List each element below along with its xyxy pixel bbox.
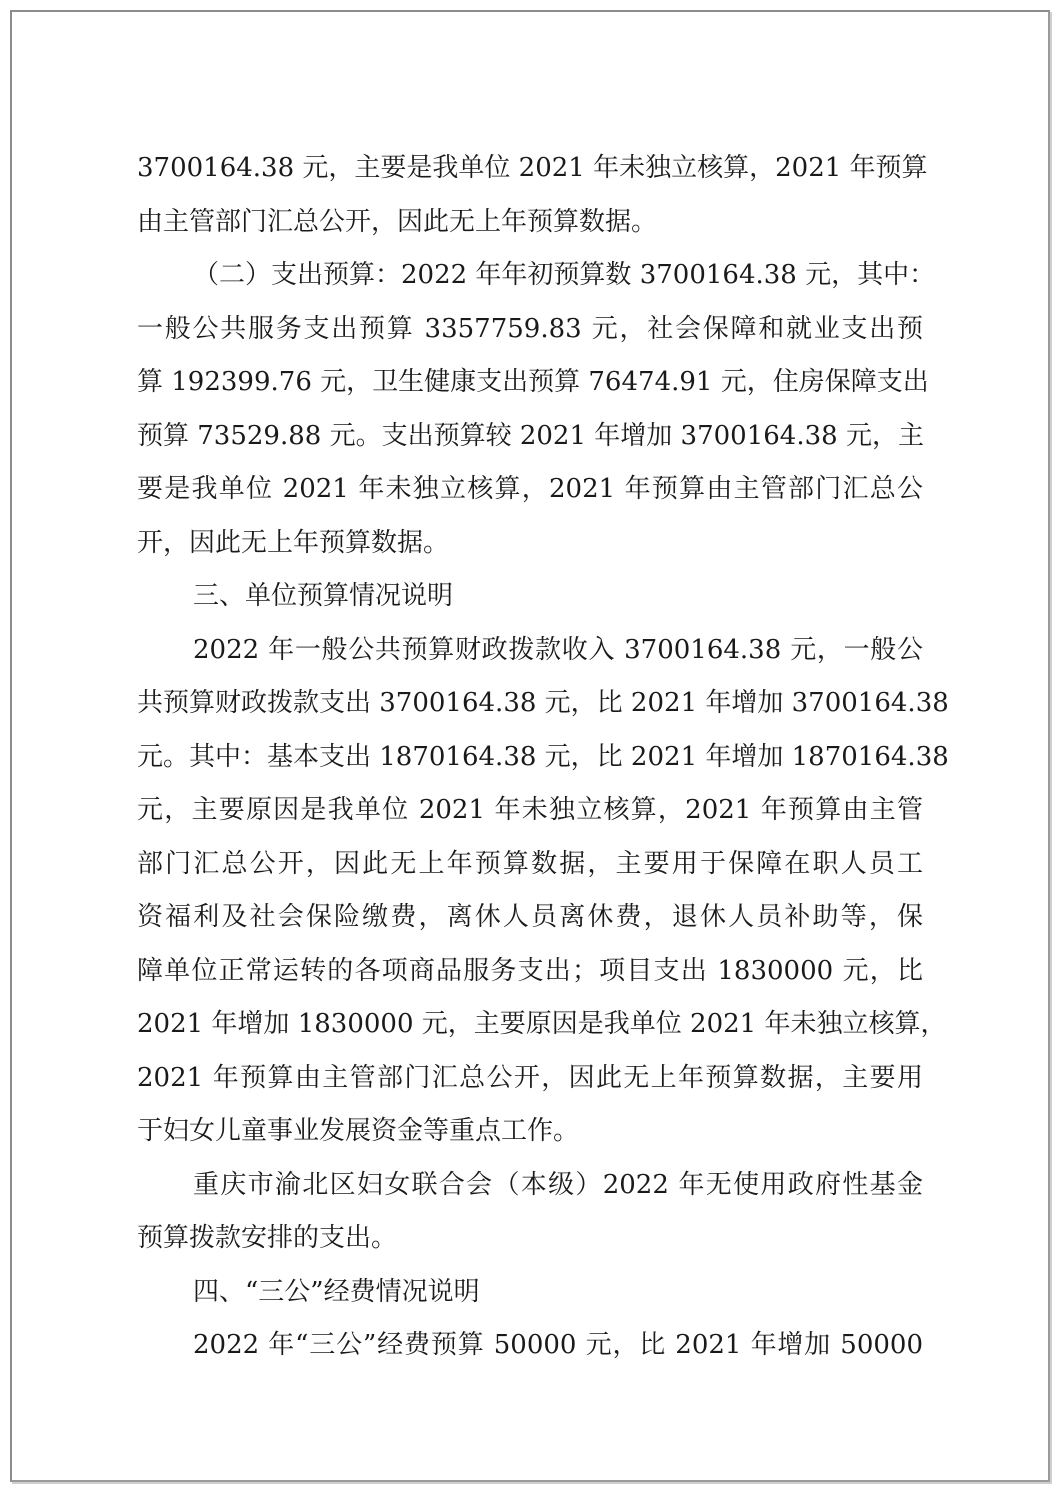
paragraph-government-fund — [137, 1159, 923, 1266]
paragraph-revenue-note — [137, 142, 928, 249]
document-body — [137, 142, 949, 1373]
text-line: 障单位正常运转的各项商品服务支出；项目支出 1830000 元，比 — [137, 955, 923, 986]
text-line: 预算拨款安排的支出。 — [137, 1223, 398, 1253]
text-line: 由主管部门汇总公开，因此无上年预算数据。 — [137, 206, 658, 237]
section-heading: 四、“三公”经费情况说明 — [193, 1276, 480, 1307]
text-line: 重庆市渝北区妇女联合会（本级）2022 年无使用政府性基金 — [193, 1169, 923, 1200]
text-line: 开，因此无上年预算数据。 — [137, 527, 450, 558]
text-line: 预算 73529.88 元。支出预算较 2021 年增加 3700164.38 元，主 — [137, 420, 924, 451]
section-heading-three-public — [137, 1266, 923, 1320]
paragraph-unit-budget — [137, 624, 949, 1159]
text-line: 3700164.38 元，主要是我单位 2021 年未独立核算，2021 年预算 — [137, 153, 928, 183]
paragraph-expenditure-budget — [137, 249, 936, 570]
text-line: 算 192399.76 元，卫生健康支出预算 76474.91 元，住房保障支出 — [137, 367, 929, 397]
text-line: 2021 年增加 1830000 元，主要原因是我单位 2021 年未独立核算， — [137, 1009, 947, 1039]
text-line: 2021 年预算由主管部门汇总公开，因此无上年预算数据，主要用 — [137, 1062, 923, 1093]
text-line: 2022 年一般公共预算财政拨款收入 3700164.38 元，一般公 — [193, 634, 923, 665]
text-line: 一般公共服务支出预算 3357759.83 元，社会保障和就业支出预 — [137, 313, 923, 344]
section-heading-unit-budget — [137, 570, 923, 624]
text-line: 元，主要原因是我单位 2021 年未独立核算，2021 年预算由主管 — [137, 795, 923, 825]
text-line: 资福利及社会保险缴费，离休人员离休费，退休人员补助等，保 — [137, 902, 923, 932]
text-line: （二）支出预算：2022 年年初预算数 3700164.38 元，其中： — [193, 260, 936, 290]
section-heading: 三、单位预算情况说明 — [193, 581, 454, 611]
text-line: 共预算财政拨款支出 3700164.38 元，比 2021 年增加 3700164.38 — [137, 688, 949, 718]
text-line: 元。其中：基本支出 1870164.38 元，比 2021 年增加 1870164.38 — [137, 741, 949, 772]
text-line: 2022 年“三公”经费预算 50000 元，比 2021 年增加 50000 — [193, 1330, 923, 1360]
text-line: 部门汇总公开，因此无上年预算数据，主要用于保障在职人员工 — [137, 848, 923, 879]
text-line: 于妇女儿童事业发展资金等重点工作。 — [137, 1116, 580, 1146]
text-line: 要是我单位 2021 年未独立核算，2021 年预算由主管部门汇总公 — [137, 474, 923, 504]
paragraph-three-public-budget — [137, 1319, 923, 1373]
